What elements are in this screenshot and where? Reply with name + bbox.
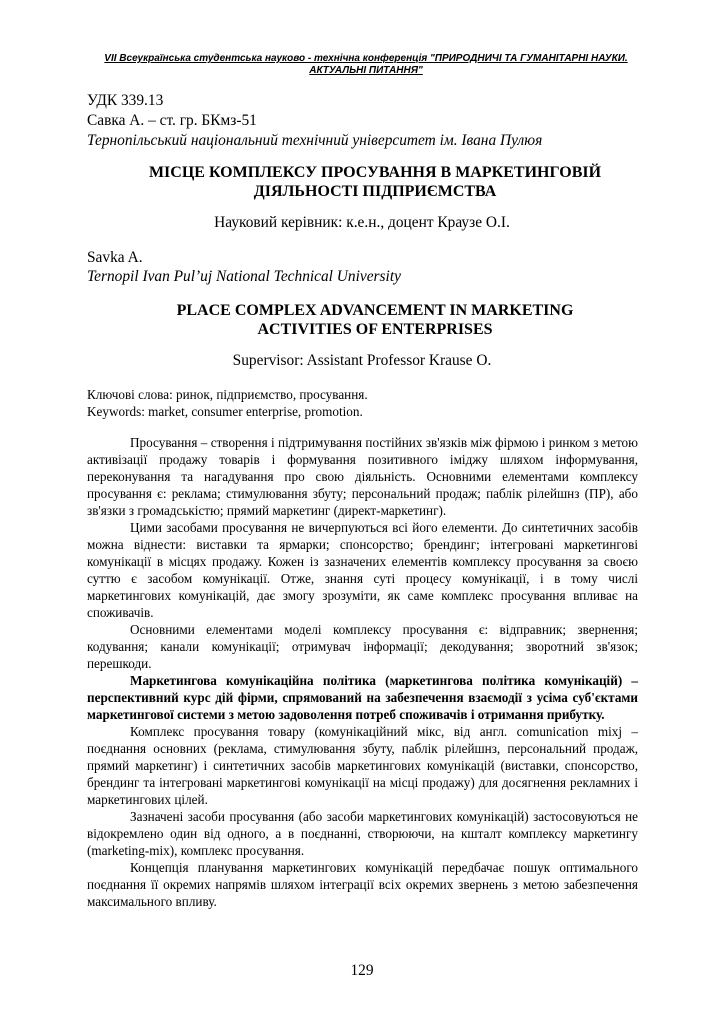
keywords-en: Keywords: market, consumer enterprise, promotion. <box>87 404 363 419</box>
udc-code: УДК 339.13 <box>87 92 164 109</box>
paragraph: Концепція планування маркетингових комунікацій передбачає пошук оптимального поєднання її окремих напрямів шляхом інтеграції всіх окремих звернень з метою забезпечення максимального впливу. <box>87 860 638 909</box>
supervisor-ua: Науковий керівник: к.е.н., доцент Краузе О.І. <box>214 214 510 231</box>
paragraph: Просування – створення і підтримування постійних зв'язків між фірмою і ринком з метою активізації продажу товарів і формування позитивного іміджу шляхом інформування, переконування та нагадування про свою діяльність. Основними елементами комплексу просування є: реклама; стимулювання збуту; персональний продаж; паблік рілейшнз (ПР), або зв'язки з громадськістю; прямий маркетинг (директ-маркетинг). <box>87 435 638 518</box>
paragraph: Комплекс просування товару (комунікаційний мікс, від англ. comunication mixj – поєднання основних (реклама, стимулювання збуту, паблік рілейшнз, персональний продаж, прямий маркетинг) і синтетичних засобів маркетингових комунікацій (виставки, спонсорство, брендинг та інтегровані маркетингові комунікації на місці продажу) для досягнення рекламних і маркетингових цілей. <box>87 724 638 807</box>
page-number: 129 <box>350 962 374 979</box>
university-ua: Тернопільський національний технічний університет ім. Івана Пулюя <box>87 132 543 149</box>
title-en-line1: PLACE COMPLEX ADVANCEMENT IN MARKETING <box>176 302 574 319</box>
university-en: Ternopil Ivan Pul’uj National Technical University <box>87 268 401 285</box>
author-en: Savka A. <box>87 249 143 266</box>
title-ua-line2: ДІЯЛЬНОСТІ ПІДПРИЄМСТВА <box>253 183 497 200</box>
keywords-ua: Ключові слова: ринок, підприємство, просування. <box>87 387 368 402</box>
conference-header: VII Всеукраїнська студентська науково - технічна конференція "ПРИРОДНИЧІ ТА ГУМАНІТАРНІ НАУКИ. АКТУАЛЬНІ ПИТАННЯ" <box>104 53 628 76</box>
paragraph: Основними елементами моделі комплексу просування є: відправник; звернення; кодування; канали комунікації; отримувач інформації; декодування; зворотний зв'язок; перешкоди. <box>87 622 638 671</box>
title-ua-line1: МІСЦЕ КОМПЛЕКСУ ПРОСУВАННЯ В МАРКЕТИНГОВІЙ <box>148 164 602 181</box>
supervisor-en: Supervisor: Assistant Professor Krause O. <box>232 352 492 369</box>
paragraph: Цими засобами просування не вичерпуються всі його елементи. До синтетичних засобів можна віднести: виставки та ярмарки; спонсорство; брендинг; інтегровані маркетингові комунікації в місцях продажу. Кожен із зазначених елементів комплексу просування за своєю суттю є засобом комунікації. Отже, знання суті процесу комунікації, і в тому числі маркетингових комунікацій, дає змогу зрозуміти, як саме комплекс просування впливає на споживачів. <box>87 520 638 620</box>
title-en-line2: ACTIVITIES OF ENTERPRISES <box>257 321 493 338</box>
paragraph-definition: Маркетингова комунікаційна політика (маркетингова політика комунікацій) – перспективний курс дій фірми, спрямований на забезпечення взаємодії з усіма суб'єктами маркетингової системи з метою задоволення потреб споживачів і отримання прибутку. <box>87 673 638 722</box>
body-text <box>87 434 638 910</box>
paragraph: Зазначені засоби просування (або засоби маркетингових комунікацій) застосовуються не відокремлено один від одного, а в поєднанні, створюючи, на кшталт комплексу маркетингу (marketing-mix), комплекс просування. <box>87 809 638 858</box>
author-ua: Савка А. – ст. гр. БКмз-51 <box>87 112 257 129</box>
